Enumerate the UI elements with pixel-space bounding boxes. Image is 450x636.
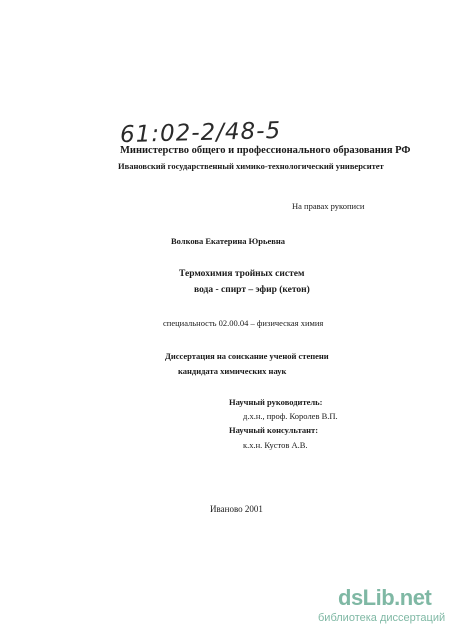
city-year: Иваново 2001: [210, 504, 263, 514]
supervisor-name: д.х.н., проф. Королев В.П.: [243, 411, 338, 421]
university-heading: Ивановский государственный химико-технологический университет: [118, 161, 384, 171]
specialty-line: специальность 02.00.04 – физическая химия: [163, 318, 324, 328]
dissertation-degree-line2: кандидата химических наук: [178, 366, 287, 376]
dissertation-degree-line1: Диссертация на соискание ученой степени: [165, 351, 329, 361]
thesis-title-line2: вода - спирт – эфир (кетон): [194, 285, 310, 295]
thesis-title-line1: Термохимия тройных систем: [179, 269, 305, 279]
manuscript-rights-note: На правах рукописи: [292, 201, 365, 211]
author-name: Волкова Екатерина Юрьевна: [171, 236, 285, 246]
supervisor-label: Научный руководитель:: [229, 397, 323, 407]
consultant-name: к.х.н. Кустов А.В.: [243, 440, 308, 450]
consultant-label: Научный консультант:: [229, 425, 319, 435]
dslib-watermark-subtitle: библиотека диссертаций: [318, 612, 446, 624]
ministry-heading: Министерство общего и профессионального образования РФ: [120, 145, 411, 156]
dslib-watermark-logo: dsLib.net: [338, 585, 432, 610]
handwritten-archive-code: 61:02-2/48-5: [119, 117, 282, 149]
